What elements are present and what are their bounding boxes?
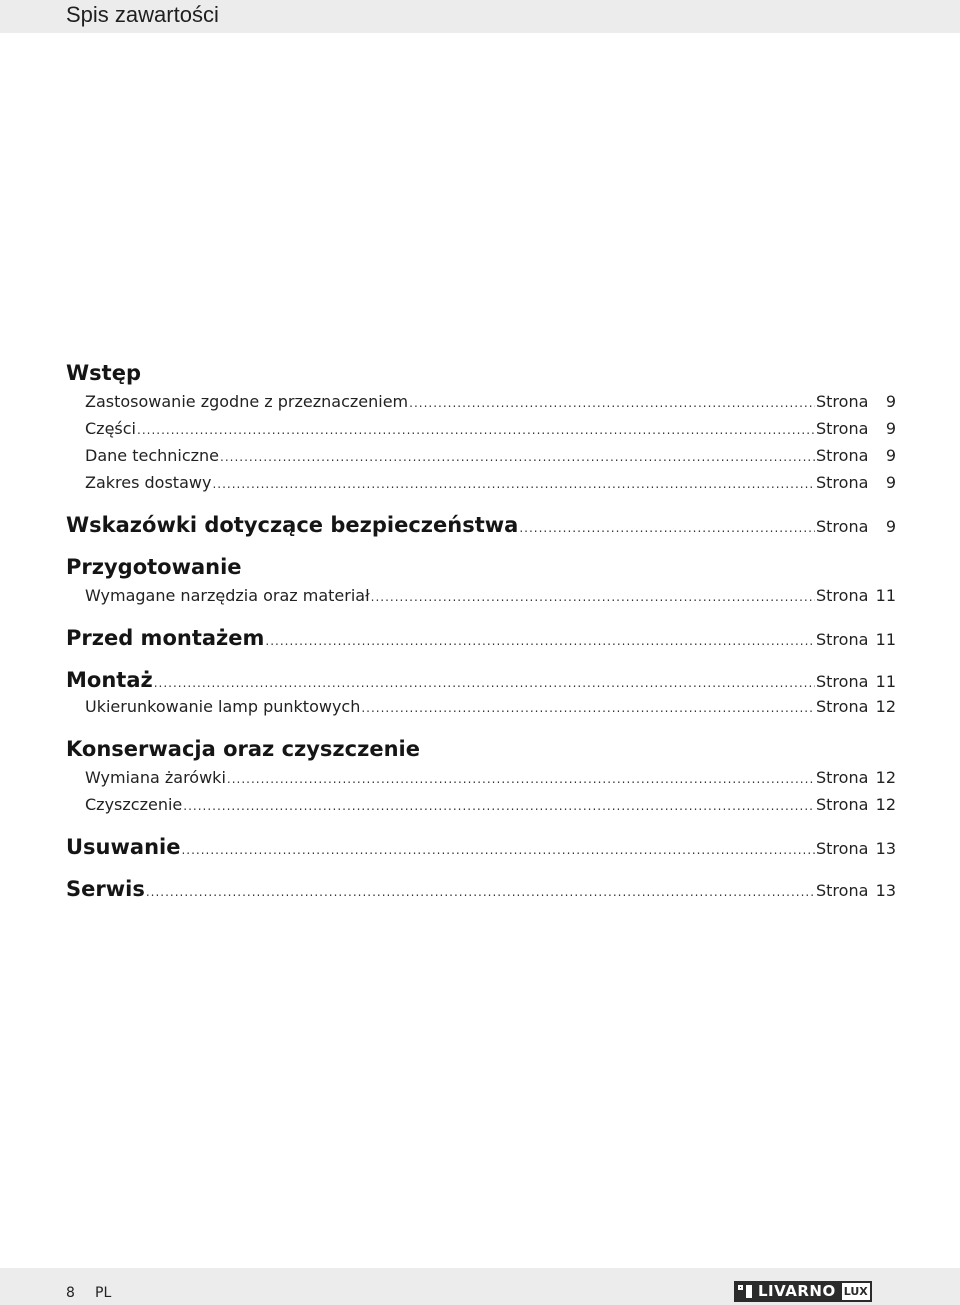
- toc-page-word: Strona: [816, 473, 869, 492]
- toc-entry[interactable]: [66, 765, 896, 792]
- toc-page-number: 9: [885, 473, 896, 492]
- toc-page-word: Strona: [816, 630, 869, 649]
- brand-name: LIVARNO: [756, 1281, 840, 1302]
- leader-dots: [361, 696, 815, 721]
- toc-entry[interactable]: [66, 792, 896, 819]
- toc-entry-label: Wymiana żarówki: [85, 768, 226, 787]
- toc-page-number: 13: [875, 839, 896, 858]
- leader-dots: [183, 794, 815, 819]
- toc-heading-row[interactable]: [66, 834, 896, 861]
- toc-entry-label: Części: [85, 419, 136, 438]
- leader-dots: [265, 634, 815, 648]
- toc-heading: Serwis: [66, 877, 145, 901]
- toc-entry[interactable]: [66, 443, 896, 470]
- toc-page-number: 11: [875, 672, 896, 691]
- toc-page-number: 13: [875, 881, 896, 900]
- leader-dots: [154, 676, 815, 690]
- toc-heading: Montaż: [66, 668, 153, 692]
- toc-section-przed-montazem: [66, 625, 896, 652]
- footer-page-number: 8: [66, 1285, 75, 1301]
- toc-heading-row[interactable]: [66, 667, 896, 694]
- toc-page-word: Strona: [816, 795, 869, 814]
- toc-heading: Usuwanie: [66, 835, 181, 859]
- toc-page-number: 12: [875, 697, 896, 716]
- toc-section-przygotowanie: [66, 554, 896, 610]
- toc-page-word: Strona: [816, 517, 869, 536]
- page-title: Spis zawartości: [66, 2, 219, 27]
- toc-heading-row[interactable]: [66, 876, 896, 903]
- brand-mark-icon: [734, 1281, 756, 1302]
- toc-section-wskazowki: [66, 512, 896, 539]
- toc-entry-label: Ukierunkowanie lamp punktowych: [85, 697, 361, 716]
- toc-entry-label: Zastosowanie zgodne z przeznaczeniem: [85, 392, 409, 411]
- toc-entry[interactable]: [66, 583, 896, 610]
- toc-entry-label: Dane techniczne: [85, 446, 220, 465]
- toc-entry[interactable]: [66, 389, 896, 416]
- toc-page-word: Strona: [816, 392, 869, 411]
- toc-page-number: 9: [885, 446, 896, 465]
- toc-heading-row: [66, 554, 896, 583]
- toc-heading-row[interactable]: [66, 512, 896, 539]
- toc-entry[interactable]: [66, 694, 896, 721]
- toc-section-serwis: [66, 876, 896, 903]
- leader-dots: [146, 885, 815, 899]
- toc-section-montaz: [66, 667, 896, 721]
- toc-entry[interactable]: [66, 416, 896, 443]
- brand-logo: [734, 1281, 872, 1302]
- toc-page-number: 9: [885, 517, 896, 536]
- toc-page-number: 12: [875, 768, 896, 787]
- toc-page-word: Strona: [816, 881, 869, 900]
- toc-page-number: 11: [875, 630, 896, 649]
- leader-dots: [137, 418, 815, 443]
- table-of-contents: [66, 360, 896, 903]
- toc-heading[interactable]: Przygotowanie: [66, 555, 242, 579]
- toc-heading-row: [66, 736, 896, 765]
- brand-suffix: LUX: [840, 1281, 872, 1302]
- toc-page-word: Strona: [816, 586, 869, 605]
- toc-page-word: Strona: [816, 768, 869, 787]
- toc-heading[interactable]: Wstęp: [66, 361, 141, 385]
- toc-section-usuwanie: [66, 834, 896, 861]
- toc-entry-label: Zakres dostawy: [85, 473, 212, 492]
- leader-dots: [519, 521, 815, 535]
- leader-dots: [409, 391, 815, 416]
- toc-page-word: Strona: [816, 446, 869, 465]
- leader-dots: [227, 767, 815, 792]
- toc-page-number: 11: [875, 586, 896, 605]
- toc-page-word: Strona: [816, 419, 869, 438]
- page-header: [0, 0, 960, 33]
- toc-page-word: Strona: [816, 672, 869, 691]
- toc-entry[interactable]: [66, 470, 896, 497]
- toc-heading: Przed montażem: [66, 626, 265, 650]
- toc-entry-label: Wymagane narzędzia oraz materiał: [85, 586, 370, 605]
- leader-dots: [181, 843, 815, 857]
- toc-page-word: Strona: [816, 697, 869, 716]
- toc-page-number: 9: [885, 419, 896, 438]
- footer-language: PL: [95, 1285, 112, 1301]
- toc-page-number: 9: [885, 392, 896, 411]
- toc-page-word: Strona: [816, 839, 869, 858]
- leader-dots: [371, 585, 815, 610]
- toc-section-wstep: [66, 360, 896, 497]
- toc-heading-row[interactable]: [66, 625, 896, 652]
- toc-heading-row: [66, 360, 896, 389]
- toc-page-number: 12: [875, 795, 896, 814]
- toc-section-konserwacja: [66, 736, 896, 819]
- toc-heading: Wskazówki dotyczące bezpieczeństwa: [66, 513, 519, 537]
- toc-entry-label: Czyszczenie: [85, 795, 183, 814]
- toc-heading[interactable]: Konserwacja oraz czyszczenie: [66, 737, 420, 761]
- leader-dots: [212, 472, 815, 497]
- leader-dots: [220, 445, 815, 470]
